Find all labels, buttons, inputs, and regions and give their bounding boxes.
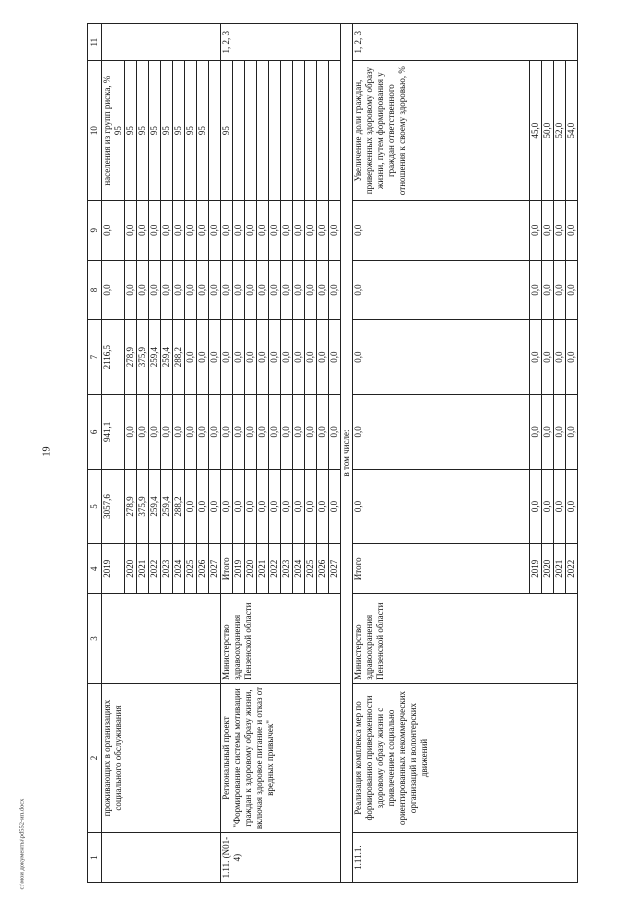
value-cell: 0,0: [245, 260, 257, 320]
column-number: 7: [88, 320, 102, 395]
value-cell: 0,0: [125, 395, 137, 470]
value-cell: 0,0: [566, 320, 578, 395]
year-cell: 2021: [554, 544, 566, 594]
indicator-cell: [257, 61, 269, 200]
value-cell: 0,0: [530, 260, 542, 320]
year-cell: 2023: [281, 544, 293, 594]
indicator-cell: [305, 61, 317, 200]
measure-total-row: [353, 24, 530, 883]
column-number: 3: [88, 594, 102, 684]
value-cell: 0,0: [221, 200, 233, 260]
value-cell: 259,4: [161, 469, 173, 544]
value-cell: 0,0: [305, 395, 317, 470]
value-cell: 0,0: [245, 395, 257, 470]
value-cell: 278,9: [125, 320, 137, 395]
value-cell: 259,4: [149, 469, 161, 544]
value-cell: 0,0: [233, 395, 245, 470]
indicator-label: Увеличение доли граждан, приверженных здоровому образу жизни, путем формирования у граждан ответственного отношения к своему здоровью, %: [353, 61, 530, 200]
value-cell: 0,0: [197, 469, 209, 544]
value-cell: 0,0: [221, 395, 233, 470]
value-cell: 0,0: [161, 200, 173, 260]
year-cell: 2026: [317, 544, 329, 594]
indicator-cell: [233, 61, 245, 200]
value-cell: 0,0: [293, 320, 305, 395]
value-cell: 0,0: [161, 395, 173, 470]
value-cell: 0,0: [317, 260, 329, 320]
value-cell: 0,0: [329, 200, 341, 260]
value-cell: 0,0: [257, 200, 269, 260]
value-cell: 0,0: [329, 469, 341, 544]
rotated-sheet: [87, 23, 617, 883]
indicator-cell: [317, 61, 329, 200]
value-cell: 0,0: [233, 200, 245, 260]
value-cell: 0,0: [281, 395, 293, 470]
value-cell: 50,0: [542, 61, 554, 200]
column-number: 2: [88, 683, 102, 832]
value-cell: 0,0: [542, 320, 554, 395]
indicator-value: 95: [149, 61, 161, 200]
goal-cell: [102, 24, 221, 61]
indicator-value: 95: [125, 61, 137, 200]
value-cell: 0,0: [221, 320, 233, 395]
code-cell: 1.11.1.: [353, 833, 578, 883]
executor-cell: Министерство здравоохранения Пензенской области: [353, 594, 578, 684]
value-cell: 0,0: [209, 469, 221, 544]
value-cell: 0,0: [149, 395, 161, 470]
value-cell: 0,0: [329, 260, 341, 320]
year-cell: 2022: [269, 544, 281, 594]
value-cell: 288,2: [173, 320, 185, 395]
program-table: [87, 23, 578, 883]
value-cell: 45,0: [530, 61, 542, 200]
value-cell: 52,0: [554, 61, 566, 200]
value-cell: 259,4: [149, 320, 161, 395]
value-cell: 95: [221, 61, 233, 200]
value-cell: 0,0: [137, 260, 149, 320]
indicator-cell: [102, 61, 125, 200]
value-cell: 0,0: [209, 395, 221, 470]
value-cell: 0,0: [317, 320, 329, 395]
page-number: 19: [41, 446, 53, 457]
value-cell: 0,0: [566, 469, 578, 544]
value-cell: 0,0: [566, 260, 578, 320]
year-cell: 2020: [245, 544, 257, 594]
value-cell: 0,0: [209, 320, 221, 395]
year-cell: 2025: [185, 544, 197, 594]
year-cell: 2019: [233, 544, 245, 594]
value-cell: 0,0: [221, 260, 233, 320]
value-cell: 0,0: [281, 320, 293, 395]
year-cell: 2023: [161, 544, 173, 594]
value-cell: 0,0: [233, 469, 245, 544]
year-cell: 2021: [137, 544, 149, 594]
value-cell: 0,0: [102, 260, 125, 320]
year-cell: 2022: [149, 544, 161, 594]
value-cell: 0,0: [257, 260, 269, 320]
value-cell: 0,0: [305, 469, 317, 544]
indicator-label: населения из групп риска, %: [102, 75, 112, 186]
value-cell: 0,0: [305, 260, 317, 320]
indicator-value: 95: [173, 61, 185, 200]
value-cell: 0,0: [185, 320, 197, 395]
indicator-cell: [281, 61, 293, 200]
column-number: 10: [88, 61, 102, 200]
value-cell: 0,0: [125, 260, 137, 320]
column-number: 8: [88, 260, 102, 320]
value-cell: 0,0: [353, 320, 530, 395]
value-cell: 0,0: [245, 320, 257, 395]
value-cell: 0,0: [542, 260, 554, 320]
value-cell: 0,0: [281, 469, 293, 544]
value-cell: 0,0: [530, 320, 542, 395]
value-cell: 0,0: [554, 469, 566, 544]
value-cell: 0,0: [185, 469, 197, 544]
year-cell: 2025: [305, 544, 317, 594]
value-cell: 0,0: [149, 200, 161, 260]
value-cell: 0,0: [257, 320, 269, 395]
goal-cell: 1, 2, 3: [353, 24, 578, 61]
value-cell: 3057,6: [102, 469, 125, 544]
indicator-value: 95: [197, 61, 209, 200]
value-cell: 0,0: [197, 320, 209, 395]
value-cell: 0,0: [542, 395, 554, 470]
value-cell: 0,0: [185, 260, 197, 320]
indicator-cell: [293, 61, 305, 200]
value-cell: 0,0: [281, 260, 293, 320]
year-cell: 2019: [530, 544, 542, 594]
value-cell: 0,0: [554, 395, 566, 470]
value-cell: 0,0: [197, 260, 209, 320]
value-cell: 2116,5: [102, 320, 125, 395]
year-cell: 2020: [542, 544, 554, 594]
value-cell: 0,0: [530, 200, 542, 260]
column-number: 6: [88, 395, 102, 470]
total-label: Итого: [353, 544, 530, 594]
value-cell: 0,0: [281, 200, 293, 260]
description-cell: проживающих в организациях социального обслуживания: [102, 683, 221, 832]
year-cell: 2022: [566, 544, 578, 594]
value-cell: 0,0: [209, 260, 221, 320]
year-cell: 2027: [329, 544, 341, 594]
goal-cell: 1, 2, 3: [221, 24, 341, 61]
value-cell: 0,0: [293, 260, 305, 320]
in-that-number-row: [341, 24, 353, 883]
column-number: 11: [88, 24, 102, 61]
year-cell: 2026: [197, 544, 209, 594]
value-cell: 0,0: [353, 260, 530, 320]
value-cell: 375,9: [137, 320, 149, 395]
year-cell: 2020: [125, 544, 137, 594]
value-cell: 0,0: [554, 320, 566, 395]
column-number: 1: [88, 833, 102, 883]
year-cell: 2024: [293, 544, 305, 594]
value-cell: 0,0: [137, 200, 149, 260]
value-cell: 0,0: [185, 395, 197, 470]
value-cell: 0,0: [221, 469, 233, 544]
value-cell: 0,0: [173, 260, 185, 320]
value-cell: 0,0: [554, 260, 566, 320]
value-cell: 0,0: [329, 395, 341, 470]
value-cell: 0,0: [149, 260, 161, 320]
file-path-footer: c:\мои документы\pd552-ип.docx: [18, 798, 26, 890]
value-cell: 259,4: [161, 320, 173, 395]
value-cell: 0,0: [197, 395, 209, 470]
code-cell: 1.11. (N01-4): [221, 833, 341, 883]
indicator-cell: [269, 61, 281, 200]
value-cell: 0,0: [185, 200, 197, 260]
year-cell: 2027: [209, 544, 221, 594]
value-cell: 0,0: [269, 200, 281, 260]
value-cell: 0,0: [317, 395, 329, 470]
value-cell: 0,0: [233, 260, 245, 320]
indicator-value: 95: [161, 61, 173, 200]
code-cell: [102, 833, 221, 883]
value-cell: 0,0: [269, 395, 281, 470]
value-cell: 0,0: [257, 469, 269, 544]
value-cell: 0,0: [566, 395, 578, 470]
value-cell: 0,0: [137, 395, 149, 470]
value-cell: 0,0: [161, 260, 173, 320]
column-number: 9: [88, 200, 102, 260]
value-cell: 0,0: [233, 320, 245, 395]
value-cell: 288,2: [173, 469, 185, 544]
value-cell: 0,0: [329, 320, 341, 395]
year-cell: 2019: [102, 544, 125, 594]
value-cell: 0,0: [293, 395, 305, 470]
value-cell: 0,0: [305, 200, 317, 260]
value-cell: 0,0: [257, 395, 269, 470]
value-cell: 0,0: [269, 260, 281, 320]
table-row: [102, 24, 125, 883]
value-cell: 0,0: [197, 200, 209, 260]
value-cell: 0,0: [566, 200, 578, 260]
column-number: 4: [88, 544, 102, 594]
table-body: [88, 24, 578, 883]
executor-cell: Министерство здравоохранения Пензенской области: [221, 594, 341, 684]
value-cell: 0,0: [173, 200, 185, 260]
total-label: Итого: [221, 544, 233, 594]
indicator-value: 95: [137, 61, 149, 200]
value-cell: 278,9: [125, 469, 137, 544]
indicator-cell: [329, 61, 341, 200]
value-cell: 0,0: [530, 469, 542, 544]
value-cell: 0,0: [102, 200, 125, 260]
value-cell: 0,0: [542, 200, 554, 260]
description-cell: Реализация комплекса мер по формированию приверженности здоровому образу жизни с привлечением социально ориентированных некоммерческих организаций и волонтерских движений: [353, 683, 578, 832]
indicator-cell: [245, 61, 257, 200]
executor-cell: [102, 594, 221, 684]
value-cell: 0,0: [317, 200, 329, 260]
value-cell: 0,0: [173, 395, 185, 470]
value-cell: 0,0: [125, 200, 137, 260]
value-cell: 0,0: [209, 200, 221, 260]
value-cell: 941,1: [102, 395, 125, 470]
project-total-row: [221, 24, 233, 883]
value-cell: 0,0: [305, 320, 317, 395]
year-cell: 2024: [173, 544, 185, 594]
indicator-value: 95: [113, 126, 123, 136]
value-cell: 375,9: [137, 469, 149, 544]
value-cell: 54,0: [566, 61, 578, 200]
year-cell: 2021: [257, 544, 269, 594]
value-cell: 0,0: [245, 469, 257, 544]
indicator-value: 95: [185, 61, 197, 200]
value-cell: 0,0: [353, 469, 530, 544]
value-cell: 0,0: [530, 395, 542, 470]
value-cell: 0,0: [353, 395, 530, 470]
value-cell: 0,0: [542, 469, 554, 544]
value-cell: 0,0: [293, 200, 305, 260]
indicator-value: [209, 61, 221, 200]
value-cell: 0,0: [269, 320, 281, 395]
value-cell: 0,0: [293, 469, 305, 544]
column-number: 5: [88, 469, 102, 544]
value-cell: 0,0: [554, 200, 566, 260]
value-cell: 0,0: [245, 200, 257, 260]
value-cell: 0,0: [269, 469, 281, 544]
in-that-number-label: в том числе:: [341, 24, 353, 883]
column-number-row: [88, 24, 102, 883]
description-cell: Региональный проект "Формирование системы мотивации граждан к здоровому образу жизни, включая здоровое питание и отказ от вредных привычек": [221, 683, 341, 832]
value-cell: 0,0: [317, 469, 329, 544]
value-cell: 0,0: [353, 200, 530, 260]
